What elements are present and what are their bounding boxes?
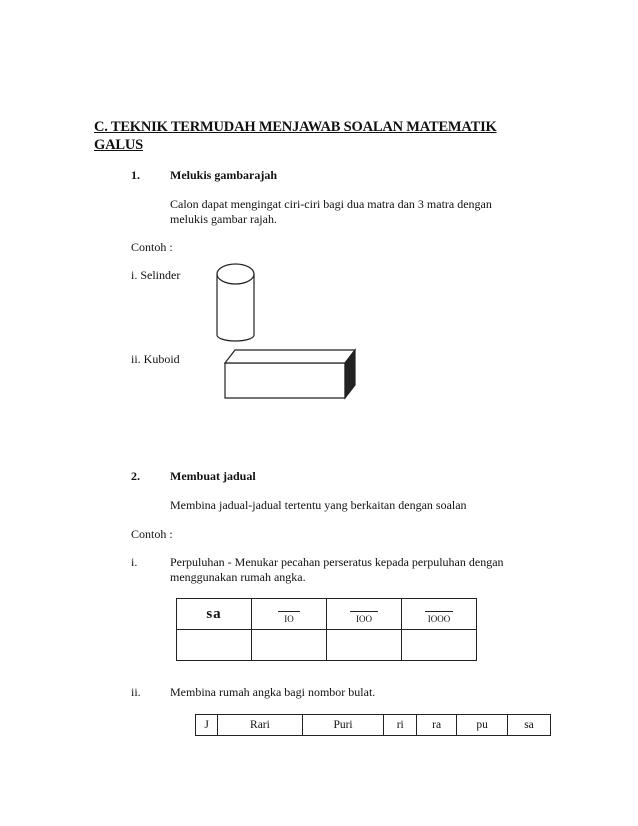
page-title: C. TEKNIK TERMUDAH MENJAWAB SOALAN MATEMATIK: [94, 119, 497, 135]
item-1-number: i.: [131, 555, 138, 569]
table-cell: sa: [507, 715, 550, 736]
place-value-tenths: [278, 611, 300, 624]
table-cell: pu: [457, 715, 508, 736]
place-value-thousandths-label: IOOO: [427, 614, 451, 624]
section-2-example-label: Contoh :: [131, 527, 173, 541]
table-cell: [252, 599, 327, 630]
table-cell: Rari: [218, 715, 302, 736]
item-2-number: ii.: [131, 685, 141, 699]
example-cuboid-label: ii. Kuboid: [131, 352, 180, 366]
table-cell: Puri: [302, 715, 384, 736]
section-2-description: Membina jadual-jadual tertentu yang berkaitan dengan soalan: [170, 498, 467, 512]
table-cell: [252, 630, 327, 661]
place-value-ones: sa: [206, 606, 222, 622]
section-2-number: 2.: [131, 469, 140, 483]
cylinder-icon: [217, 264, 254, 341]
item-2-text: Membina rumah angka bagi nombor bulat.: [170, 685, 376, 699]
section-1-heading: Melukis gambarajah: [170, 168, 278, 182]
section-1-example-label: Contoh :: [131, 240, 173, 254]
item-1-text-line2: menggunakan rumah angka.: [170, 570, 306, 584]
table-row: [196, 715, 551, 736]
table-row: [177, 630, 477, 661]
table-cell: [402, 599, 477, 630]
place-value-hundredths: [350, 611, 378, 624]
section-2-heading: Membuat jadual: [170, 469, 256, 483]
item-1-text-line1: Perpuluhan - Menukar pecahan perseratus kepada perpuluhan dengan: [170, 555, 504, 569]
section-1-number: 1.: [131, 168, 140, 182]
table-cell: ra: [417, 715, 457, 736]
section-1-description-line2: melukis gambar rajah.: [170, 212, 277, 226]
table-cell: J: [196, 715, 218, 736]
table-row: [177, 599, 477, 630]
place-value-tenths-label: IO: [284, 614, 294, 624]
decimal-place-value-table: [176, 598, 477, 661]
table-cell: ri: [384, 715, 417, 736]
table-cell: [177, 599, 252, 630]
section-1-description-line1: Calon dapat mengingat ciri-ciri bagi dua matra dan 3 matra dengan: [170, 197, 492, 211]
whole-number-place-value-table: [195, 714, 551, 736]
page-title-continued: GALUS: [94, 137, 143, 153]
table-cell: [327, 630, 402, 661]
place-value-hundredths-label: IOO: [356, 614, 372, 624]
example-cylinder-label: i. Selinder: [131, 268, 181, 282]
place-value-thousandths: [425, 611, 453, 624]
cuboid-icon: [225, 350, 355, 398]
table-cell: [177, 630, 252, 661]
table-cell: [402, 630, 477, 661]
table-cell: [327, 599, 402, 630]
